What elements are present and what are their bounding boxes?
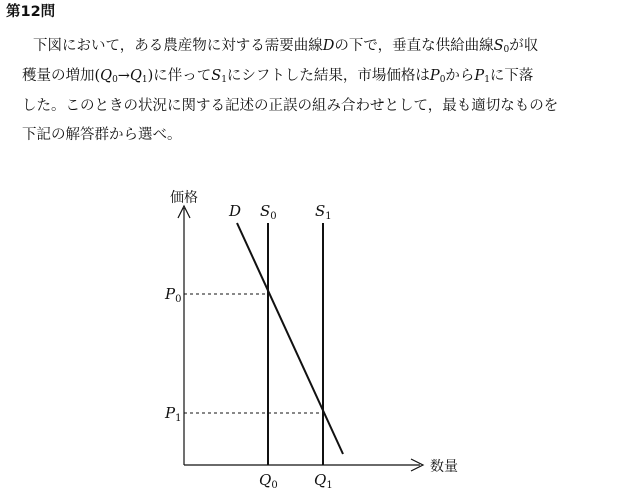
subscript: 0 xyxy=(439,75,446,85)
demand-curve xyxy=(237,223,343,454)
subscript: 1 xyxy=(141,75,148,85)
question-line-3: した。このときの状況に関する記述の正誤の組み合わせとして，最も適切なものを xyxy=(22,98,559,114)
y-axis-label: 価格 xyxy=(170,190,198,206)
supply-curve-s1-label: $S_1$ xyxy=(315,202,332,222)
question-number: 第12問 xyxy=(6,4,56,20)
quantity-symbol: Q xyxy=(100,68,113,84)
text-segment: に下落 xyxy=(489,68,534,84)
subscript: 0 xyxy=(112,75,118,85)
text-segment: が収 xyxy=(509,38,539,54)
price-symbol: P xyxy=(474,68,485,84)
supply-symbol: S xyxy=(493,38,504,54)
subscript: 0 xyxy=(503,45,510,55)
text-segment: 下図において，ある農産物に対する需要曲線 xyxy=(33,38,323,54)
price-symbol: P xyxy=(429,68,440,84)
demand-curve-label: D xyxy=(229,202,242,220)
text-segment: の下で，垂直な供給曲線 xyxy=(334,38,494,54)
supply-symbol: S xyxy=(211,68,222,84)
subscript: 1 xyxy=(221,75,227,85)
question-line-4: 下記の解答群から選べ。 xyxy=(22,127,182,143)
q1-label: $Q_1$ xyxy=(314,471,333,491)
x-axis-label: 数量 xyxy=(430,459,458,475)
text-segment: から xyxy=(445,68,475,84)
p1-label: $P_1$ xyxy=(165,404,182,424)
quantity-symbol: Q xyxy=(129,68,142,84)
p0-label: $P_0$ xyxy=(165,285,182,305)
text-segment: )に伴って xyxy=(147,68,212,84)
arrow-glyph: → xyxy=(117,68,130,84)
supply-curve-s0-label: $S_0$ xyxy=(260,202,277,222)
q0-label: $Q_0$ xyxy=(259,471,278,491)
subscript: 1 xyxy=(484,75,490,85)
demand-symbol: D xyxy=(322,38,335,54)
text-segment: にシフトした結果，市場価格は xyxy=(226,68,430,84)
text-segment: 穫量の増加( xyxy=(22,68,101,84)
